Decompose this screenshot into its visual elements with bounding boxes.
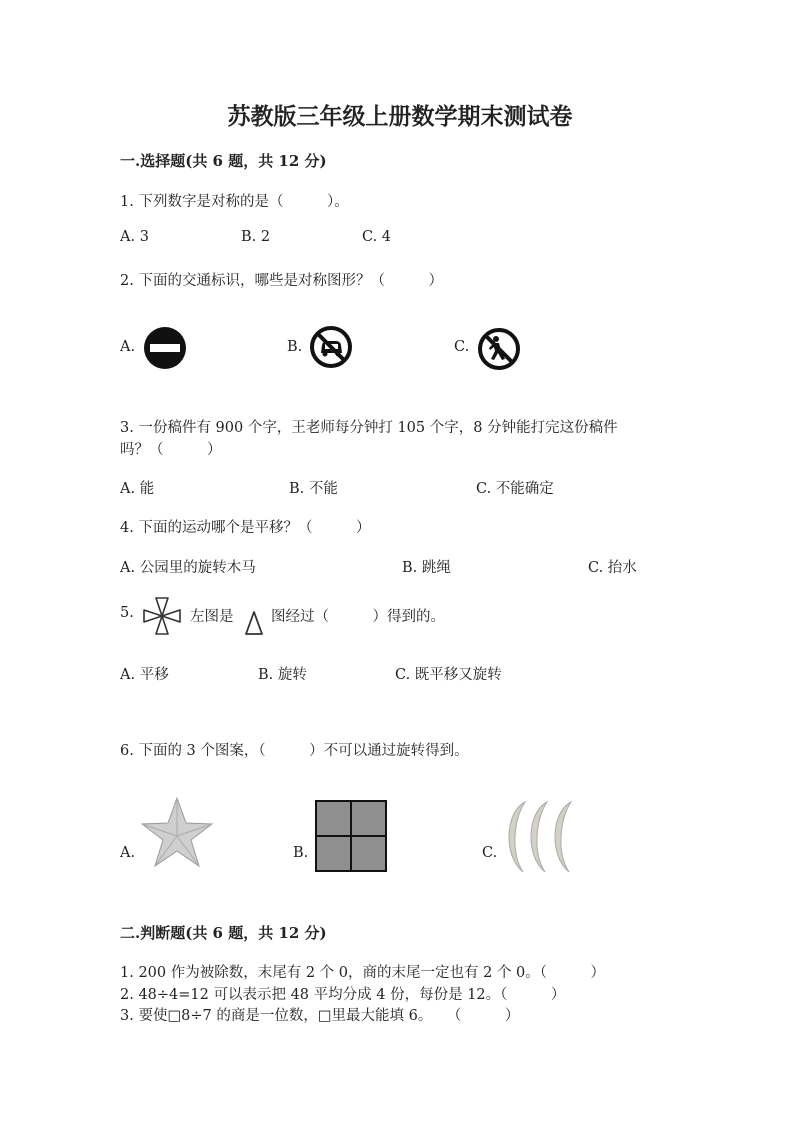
star-figure [140, 796, 214, 868]
q6-option-a[interactable]: A. [120, 845, 136, 861]
q3-option-a[interactable]: A. 能 [120, 481, 155, 497]
q5-number: 5. [120, 605, 134, 621]
q3-option-b[interactable]: B. 不能 [289, 481, 338, 497]
q5-middle-text: 左图是 [190, 609, 234, 625]
q5-option-a[interactable]: A. 平移 [120, 667, 169, 683]
section2-heading: 二.判断题(共 6 题，共 12 分) [120, 924, 327, 942]
q3-line2: 吗？（ ） [120, 442, 222, 458]
q6-text: 6. 下面的 3 个图案，（ ）不可以通过旋转得到。 [120, 743, 469, 759]
q1-text: 1. 下列数字是对称的是（ ）。 [120, 194, 349, 210]
q6-option-b[interactable]: B. [293, 845, 309, 861]
q5-option-c[interactable]: C. 既平移又旋转 [395, 667, 502, 683]
crescent-moons-figure [503, 800, 585, 874]
q2-option-a[interactable]: A. [120, 339, 136, 355]
grid-square-figure [315, 800, 387, 872]
no-car-sign-icon [309, 325, 353, 369]
q2-option-b[interactable]: B. [287, 339, 303, 355]
q4-option-a[interactable]: A. 公园里的旋转木马 [120, 560, 256, 576]
no-pedestrian-sign-icon [477, 327, 521, 371]
q3-line1: 3. 一份稿件有 900 个字，王老师每分钟打 105 个字，8 分钟能打完这份稿件 [120, 420, 618, 436]
no-entry-sign-icon [143, 326, 187, 370]
q2-option-c[interactable]: C. [454, 339, 470, 355]
section1-heading: 一.选择题(共 6 题，共 12 分) [120, 152, 327, 170]
q1-option-c[interactable]: C. 4 [362, 229, 392, 245]
q1-option-b[interactable]: B. 2 [241, 229, 271, 245]
q6-option-c[interactable]: C. [482, 845, 498, 861]
judgment-item-2: 2. 48÷4=12 可以表示把 48 平均分成 4 份，每份是 12。（ ） [120, 987, 566, 1003]
q1-option-a[interactable]: A. 3 [120, 229, 149, 245]
q5-tail-text: 图经过（ ）得到的。 [271, 609, 445, 625]
judgment-item-3: 3. 要使□8÷7 的商是一位数，□里最大能填 6。 （ ） [120, 1008, 520, 1024]
q3-option-c[interactable]: C. 不能确定 [476, 481, 554, 497]
triangle-icon [243, 609, 265, 637]
page-title: 苏教版三年级上册数学期末测试卷 [227, 103, 573, 130]
q2-text: 2. 下面的交通标识，哪些是对称图形？（ ） [120, 273, 443, 289]
q4-text: 4. 下面的运动哪个是平移？（ ） [120, 520, 371, 536]
pinwheel-icon [140, 594, 184, 638]
q4-option-c[interactable]: C. 抬水 [588, 560, 637, 576]
q5-option-b[interactable]: B. 旋转 [258, 667, 307, 683]
q4-option-b[interactable]: B. 跳绳 [402, 560, 451, 576]
judgment-item-1: 1. 200 作为被除数，末尾有 2 个 0，商的末尾一定也有 2 个 0。（ ） [120, 965, 606, 981]
